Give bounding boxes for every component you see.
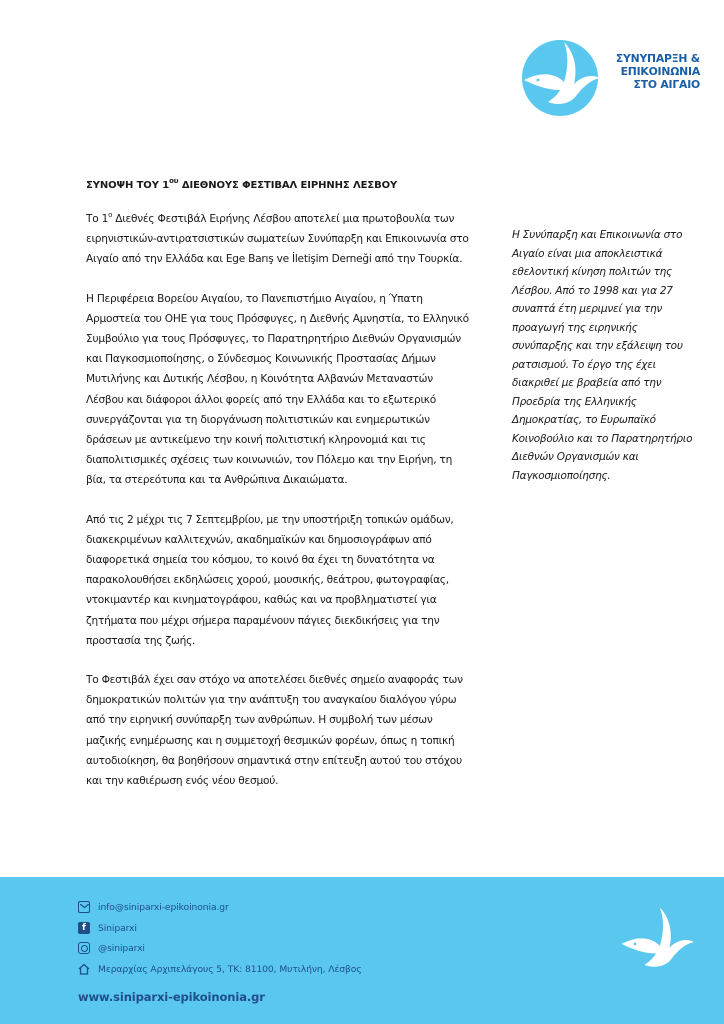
paragraph-text: Το 1 [86, 213, 109, 225]
logo-line: ΣΥΝΥΠΑΡΞΗ & [615, 52, 700, 65]
paragraph-intro [86, 209, 470, 270]
instagram-icon [78, 942, 90, 954]
contact-address-text: Μεραρχίας Αρχιπελάγους 5, ΤΚ: 81100, Μυτιλήνη, Λέσβος [98, 963, 362, 975]
dove-icon [612, 901, 698, 981]
footer [0, 877, 724, 1024]
contact-instagram[interactable] [78, 940, 145, 956]
title-text: ΣΥΝΟΨΗ ΤΟΥ 1 [86, 180, 170, 191]
home-icon [78, 963, 90, 975]
email-icon [78, 901, 90, 913]
contact-facebook-text: Siniparxi [98, 922, 137, 934]
paragraph-program: Από τις 2 μέχρι τις 7 Σεπτεμβρίου, με την υποστήριξη τοπικών ομάδων, διακεκριμένων καλλιτεχνών, ακαδημαϊκών και δημοσιογράφων από διαφορετικά σημεία του κόσμου, το κοινό θα έχει τη δυνατότητα να παρακολουθήσει εκδηλώσεις χορού, μουσικής, θεάτρου, φωτογραφίας, ντοκιμαντέρ και κινηματογράφου, καθώς και να προβληματιστεί για ζητήματα που μέχρι σήμερα παραμένουν πάγιες διεκδικήσεις για την προστασία της ζωής. [86, 513, 454, 647]
sidebar-note: Η Συνύπαρξη και Επικοινωνία στο Αιγαίο είναι μια αποκλειστικά εθελοντική κίνηση πολιτών της Λέσβου. Από το 1998 και για 27 συναπτά έτη μεριμνεί για την προαγωγή της ειρηνικής συνύπαρξης και την εξάλειψη του ρατσισμού. Το έργο της έχει διακριθεί με βραβεία από την Προεδρία της Ελληνικής Δημοκρατίας, το Ευρωπαϊκό Κοινοβούλιο και το Παρατηρητήριο Διεθνών Οργανισμών και Παγκοσμιοποίησης. [512, 229, 693, 482]
contact-email[interactable] [78, 899, 229, 915]
paragraph-text: Διεθνές Φεστιβάλ Ειρήνης Λέσβου αποτελεί μια πρωτοβουλία των ειρηνιστικών-αντιρατσιστικών σωματείων Συνύπαρξη και Επικοινωνία στο Αιγαίο από την Ελλάδα και Ege Barış ve İletişim Derneği από την Τουρκία. [86, 213, 469, 266]
contact-email-text: info@siniparxi-epikoinonia.gr [98, 901, 229, 913]
website-link[interactable]: www.siniparxi-epikoinonia.gr [78, 990, 265, 1004]
organization-logo [514, 38, 698, 116]
ordinal-superscript: ο [108, 211, 113, 219]
contact-facebook[interactable] [78, 920, 137, 936]
dove-icon [514, 38, 604, 116]
document-title [86, 177, 398, 191]
paragraph-partners: Η Περιφέρεια Βορείου Αιγαίου, το Πανεπιστήμιο Αιγαίου, η Ύπατη Αρμοστεία του ΟΗΕ για τους Πρόσφυγες, η Διεθνής Αμνηστία, το Ελληνικό Συμβούλιο για τους Πρόσφυγες, το Παρατηρητήριο Διεθνών Οργανισμών και Παγκοσμιοποίησης, ο Σύνδεσμος Κοινωνικής Προστασίας Δήμων Μυτιλήνης και Δυτικής Λέσβου, η Κοινότητα Αλβανών Μεταναστών Λέσβου και διάφοροι άλλοι φορείς από την Ελλάδα και το εξωτερικό συνεργάζονται για τη διοργάνωση πολιτιστικών και ενημερωτικών δράσεων με αντικείμενο την κοινή πολιτιστική κληρονομιά και τις διαπολιτισμικές σχέσεις των κοινωνιών, τον Πόλεμο και την Ειρήνη, τη βία, τα στερεότυπα και τα Ανθρώπινα Δικαιώματα. [86, 292, 469, 487]
logo-text [606, 52, 700, 91]
contact-instagram-text: @siniparxi [98, 942, 145, 954]
facebook-icon: f [78, 922, 90, 934]
title-superscript: ου [169, 177, 179, 185]
paragraph-goal: Το Φεστιβάλ έχει σαν στόχο να αποτελέσει διεθνές σημείο αναφοράς των δημοκρατικών πολιτών για την ανάπτυξη του αναγκαίου διαλόγου γύρω από την ειρηνική συνύπαρξη των ανθρώπων. Η συμβολή των μέσων μαζικής ενημέρωσης και η συμμετοχή θεσμικών φορέων, όπως η τοπική αυτοδιοίκηση, θα βοηθήσουν σημαντικά στην επίτευξη αυτού του στόχου και την καθιέρωση ενός νέου θεσμού. [86, 674, 463, 788]
title-text: ΔΙΕΘΝΟΥΣ ΦΕΣΤΙΒΑΛ ΕΙΡΗΝΗΣ ΛΕΣΒΟΥ [178, 180, 398, 191]
logo-line: ΣΤΟ ΑΙΓΑΙΟ [633, 78, 700, 91]
logo-line: ΕΠΙΚΟΙΝΩΝΙΑ [620, 65, 700, 78]
contact-address [78, 961, 362, 977]
main-content [86, 209, 470, 810]
